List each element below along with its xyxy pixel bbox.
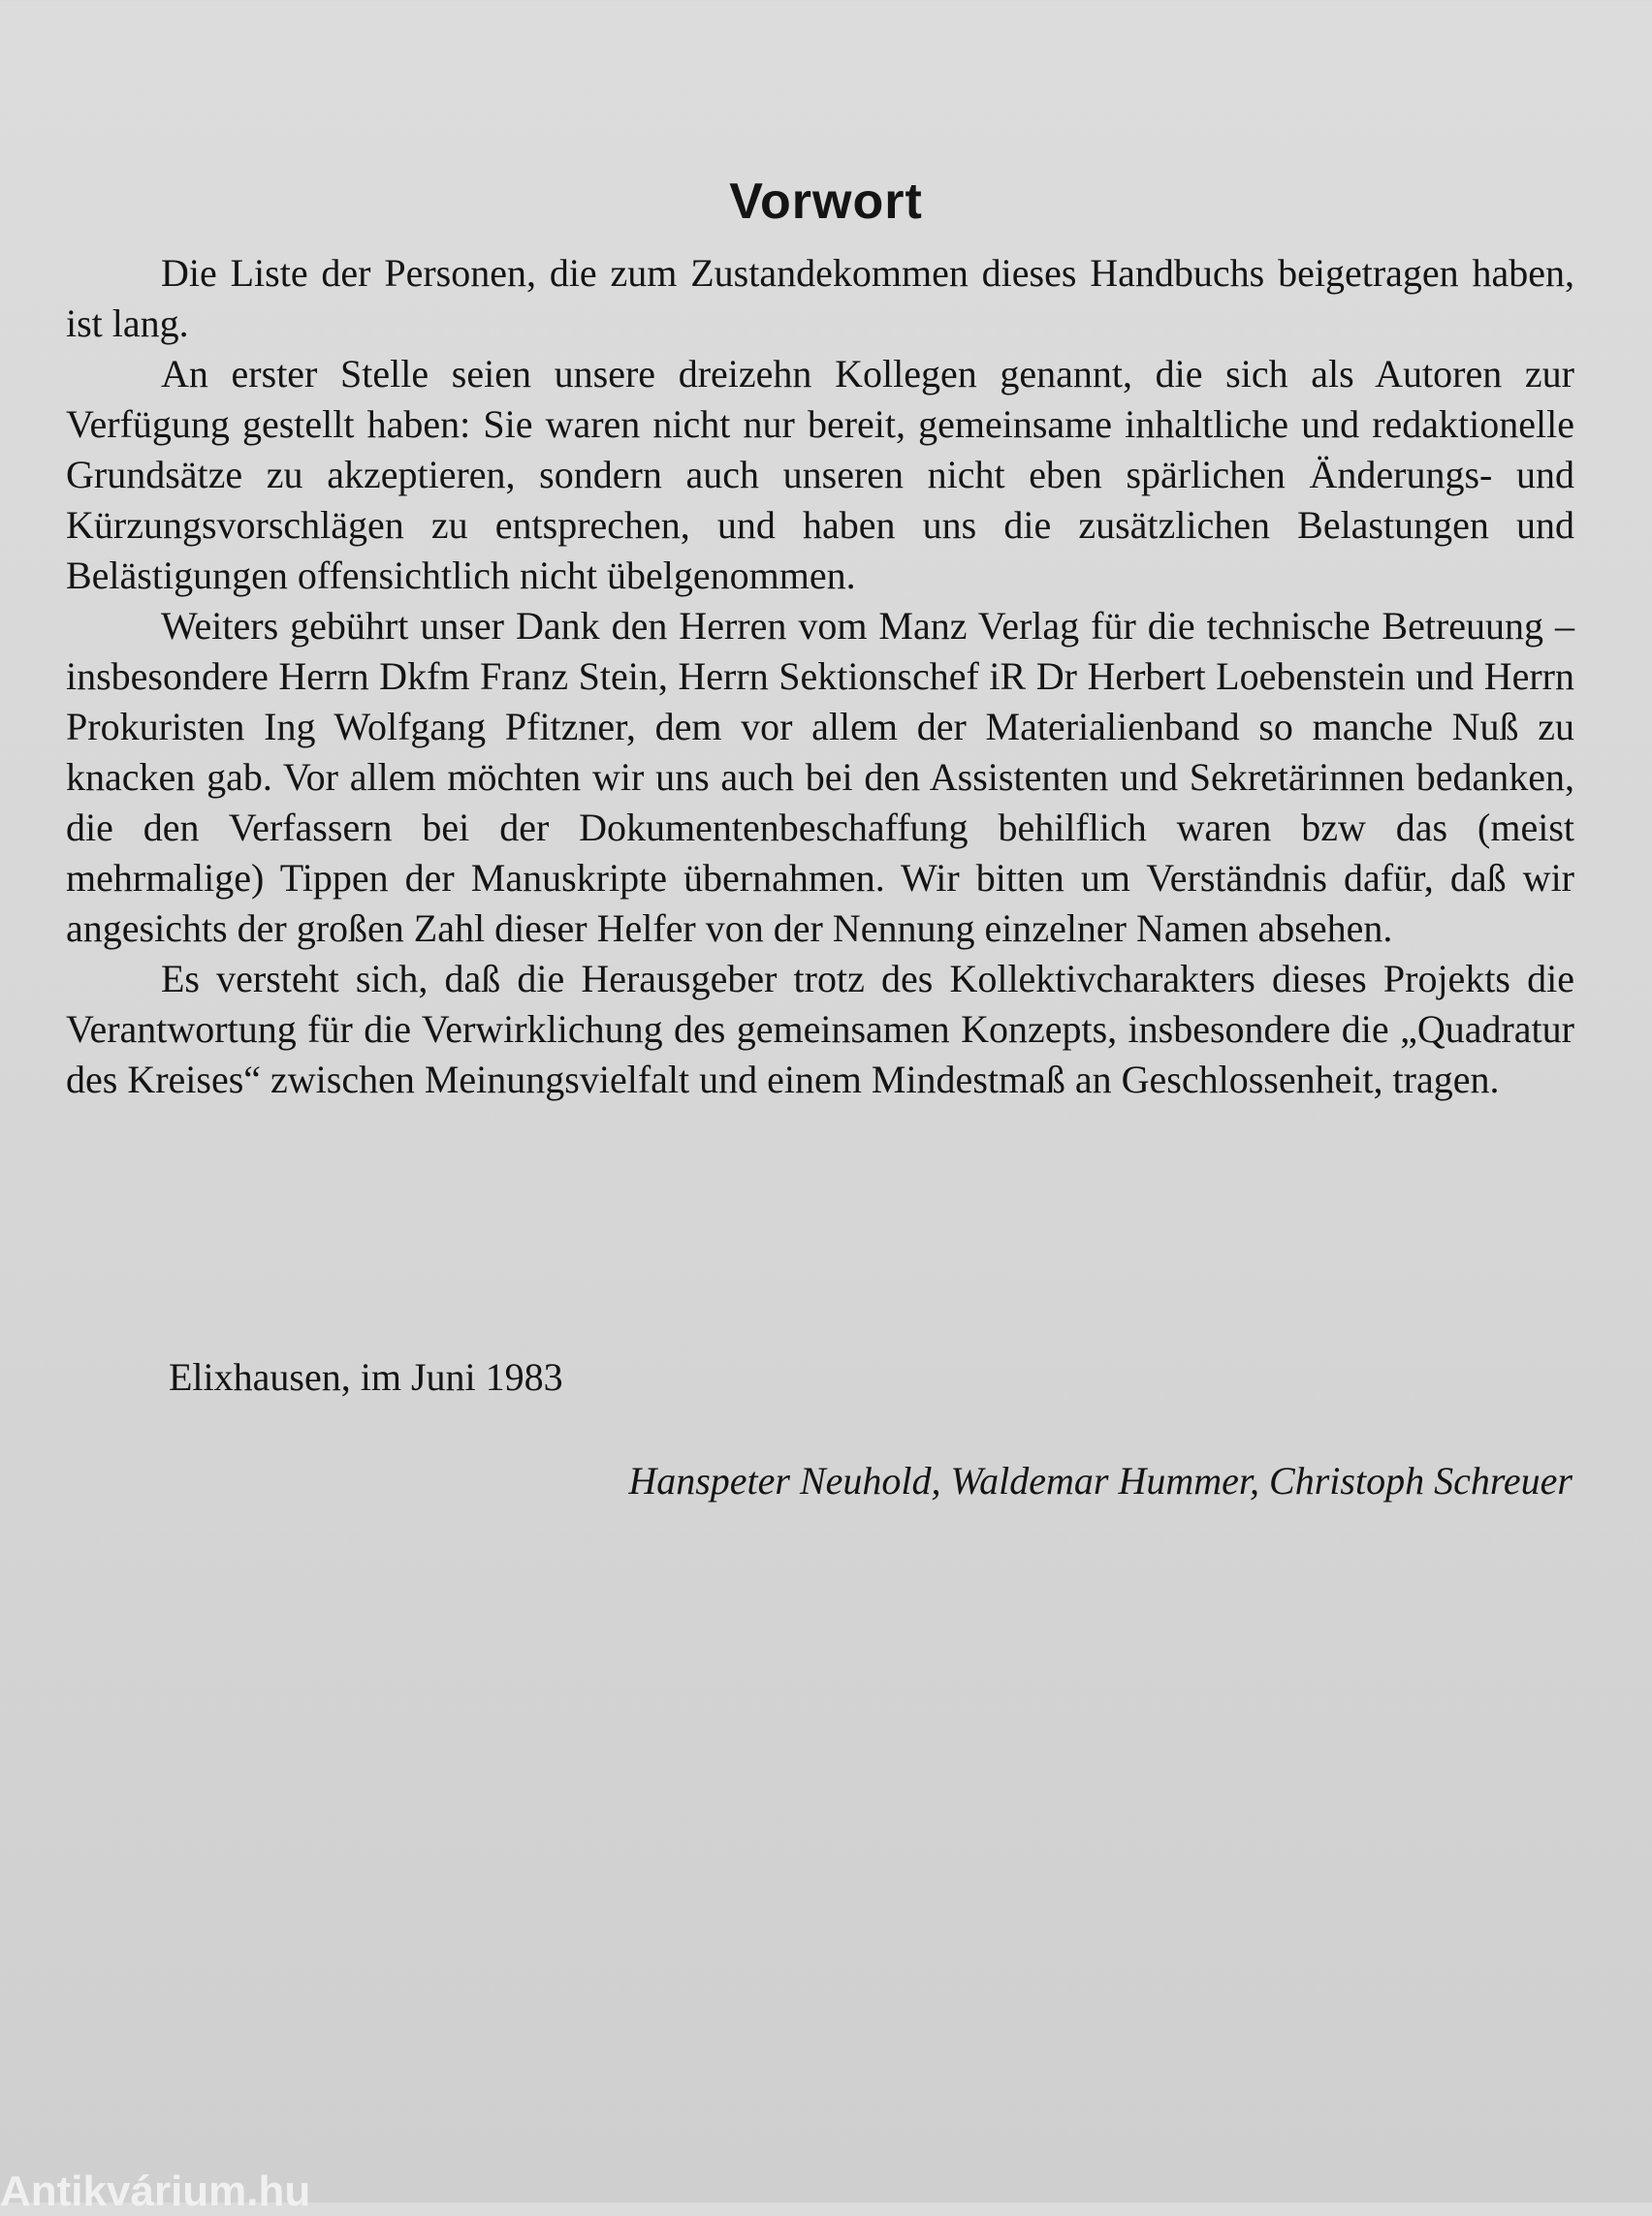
preface-body (66, 248, 1574, 1105)
editor-signatures: Hanspeter Neuhold, Waldemar Hummer, Christoph Schreuer (628, 1459, 1573, 1503)
paragraph-2: An erster Stelle seien unsere dreizehn Kollegen genannt, die sich als Autoren zur Verfügung gestellt haben: Sie waren nicht nur bereit, gemeinsame inhaltliche und redaktionelle Grundsätze zu akzeptieren, sondern auch unseren nicht eben spärlichen Änderungs- und Kürzungsvorschlägen zu entsprechen, und haben uns die zusätzlichen Belastungen und Belästigungen offensichtlich nicht übelgenommen. (66, 352, 1574, 597)
paragraph-1: Die Liste der Personen, die zum Zustandekommen dieses Handbuchs beigetragen haben, ist lang. (66, 251, 1574, 345)
place-date: Elixhausen, im Juni 1983 (169, 1355, 563, 1399)
paragraph-4: Es versteht sich, daß die Herausgeber trotz des Kollektivcharakters dieses Projekts die Verantwortung für die Verwirklichung des gemeinsamen Konzepts, insbesondere die „Quadratur des Kreises“ zwischen Meinungsvielfalt und einem Mindestmaß an Geschlossenheit, tragen. (66, 957, 1574, 1101)
watermark-text: Antikvárium.hu (0, 2168, 311, 2215)
page-title: Vorwort (729, 174, 923, 230)
paragraph-3: Weiters gebührt unser Dank den Herren vom Manz Verlag für die technische Betreuung – insbesondere Herrn Dkfm Franz Stein, Herrn Sektionschef iR Dr Herbert Loebenstein und Herrn Prokuristen Ing Wolfgang Pfitzner, dem vor allem der Materialienband so manche Nuß zu knacken gab. Vor allem möchten wir uns auch bei den Assistenten und Sekretärinnen bedanken, die den Verfassern bei der Dokumentenbeschaffung behilflich waren bzw das (meist mehrmalige) Tippen der Manuskripte übernahmen. Wir bitten um Verständnis dafür, daß wir angesichts der großen Zahl dieser Helfer von der Nennung einzelner Namen absehen. (66, 604, 1574, 950)
